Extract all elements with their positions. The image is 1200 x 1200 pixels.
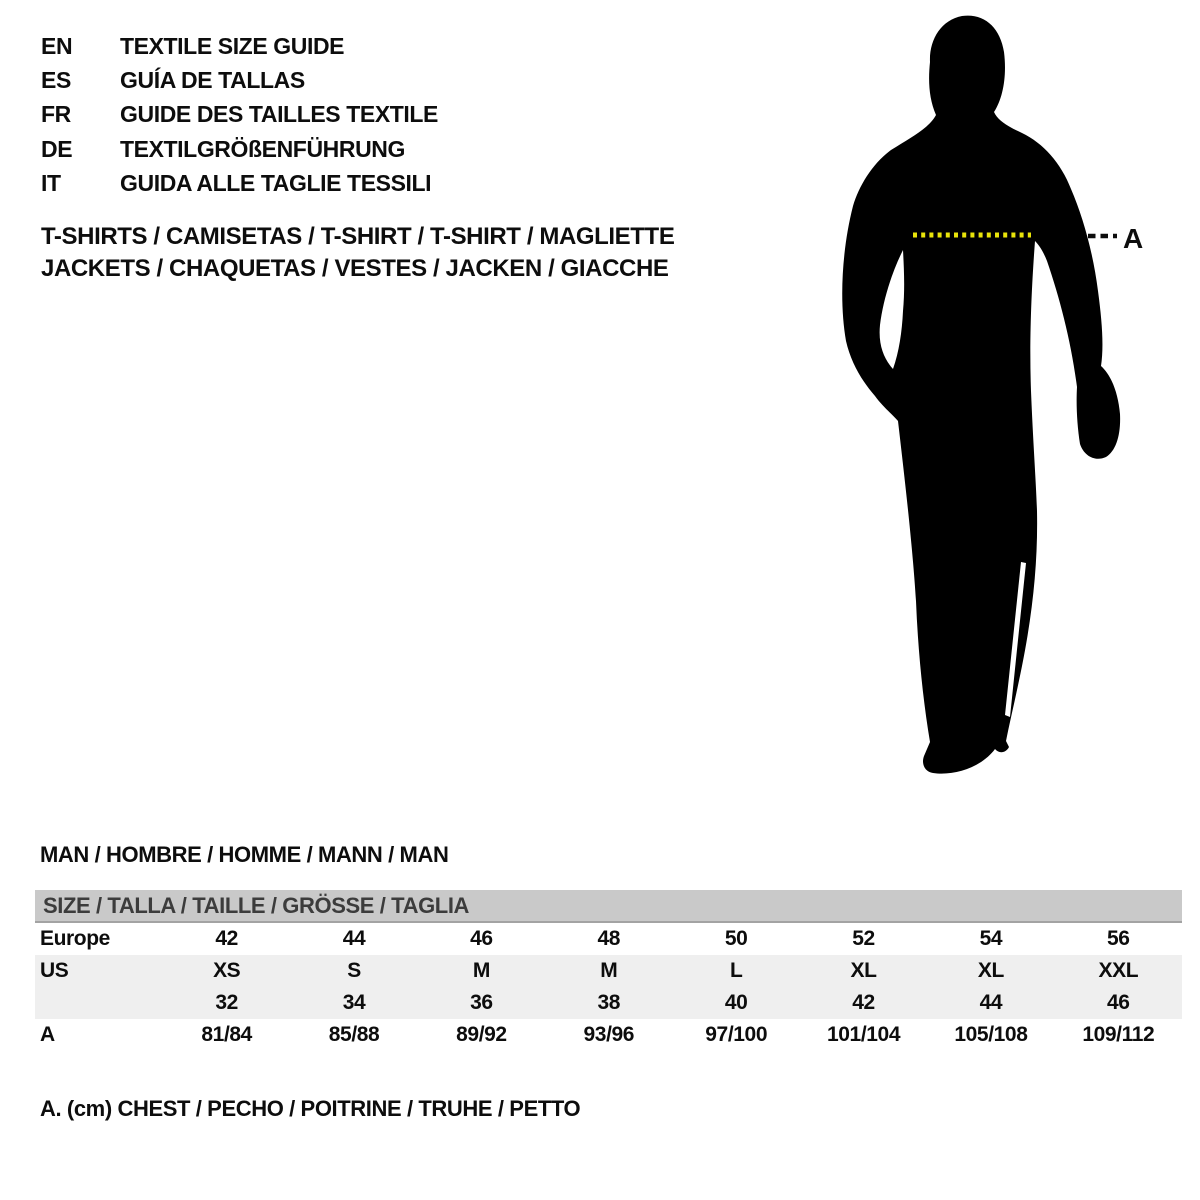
size-value: 85/88 [328, 1023, 380, 1046]
row-label: US [40, 959, 69, 982]
section-title-man: MAN / HOMBRE / HOMME / MANN / MAN [40, 842, 449, 867]
size-value: 52 [852, 927, 875, 950]
size-value: 44 [342, 927, 366, 950]
lang-code: EN [41, 32, 73, 59]
size-value: 93/96 [583, 1023, 635, 1046]
row-label: A [40, 1023, 55, 1046]
size-value: 101/104 [827, 1023, 901, 1046]
category-line-tshirts: T-SHIRTS / CAMISETAS / T-SHIRT / T-SHIRT / MAGLIETTE [41, 223, 675, 250]
language-title-block [41, 29, 438, 201]
language-row [41, 29, 438, 63]
size-value: 42 [852, 991, 875, 1014]
size-value: 89/92 [456, 1023, 507, 1046]
measurement-footnote: A. (cm) CHEST / PECHO / POITRINE / TRUHE / PETTO [40, 1096, 581, 1121]
lang-code: ES [41, 67, 71, 94]
size-value: S [347, 959, 361, 982]
size-value: 44 [979, 991, 1003, 1014]
size-value: M [472, 959, 490, 982]
size-value: 34 [342, 991, 366, 1014]
measurement-label: A [1123, 223, 1143, 254]
lang-label: GUIDA ALLE TAGLIE TESSILI [120, 170, 432, 197]
table-row-europe [35, 923, 1182, 955]
size-value: 46 [1107, 991, 1130, 1014]
size-value: 32 [215, 991, 238, 1014]
lang-code: IT [41, 170, 61, 197]
size-table [35, 890, 1182, 1051]
size-value: 54 [979, 927, 1003, 950]
size-value: 50 [724, 927, 748, 950]
row-label [35, 987, 163, 1019]
lang-code: FR [41, 101, 71, 128]
language-row [41, 167, 438, 201]
size-value: 48 [597, 927, 621, 950]
lang-label: TEXTILGRÖßENFÜHRUNG [120, 135, 405, 162]
category-line-jackets: JACKETS / CHAQUETAS / VESTES / JACKEN / GIACCHE [41, 255, 669, 282]
table-row-alt-sizes [35, 987, 1182, 1019]
size-value: XL [850, 959, 877, 982]
size-value: 40 [724, 991, 748, 1014]
language-row [41, 98, 438, 132]
size-value: 38 [597, 991, 621, 1014]
size-value: 97/100 [705, 1023, 768, 1046]
garment-categories [41, 221, 674, 285]
language-row [41, 63, 438, 97]
man-silhouette-figure [830, 0, 1160, 790]
size-value: L [729, 959, 743, 982]
size-value: XXL [1098, 959, 1139, 982]
size-value: 105/108 [954, 1023, 1028, 1046]
size-value: XS [213, 959, 241, 982]
table-row-us [35, 955, 1182, 987]
size-value: XL [977, 959, 1004, 982]
table-row-chest-measure [35, 1019, 1182, 1051]
size-value: 46 [470, 927, 493, 950]
row-label: Europe [40, 927, 110, 950]
size-value: 56 [1107, 927, 1130, 950]
size-value: 81/84 [201, 1023, 252, 1046]
lang-label: GUÍA DE TALLAS [120, 67, 305, 94]
man-silhouette [842, 16, 1120, 774]
size-value: 109/112 [1082, 1023, 1155, 1046]
lang-label: GUIDE DES TAILLES TEXTILE [120, 101, 438, 128]
language-row [41, 132, 438, 166]
size-value: 42 [215, 927, 238, 950]
lang-label: TEXTILE SIZE GUIDE [120, 32, 345, 59]
size-value: 36 [470, 991, 493, 1014]
size-value: M [600, 959, 618, 982]
lang-code: DE [41, 135, 73, 162]
size-table-header: SIZE / TALLA / TAILLE / GRÖSSE / TAGLIA [35, 890, 1182, 923]
